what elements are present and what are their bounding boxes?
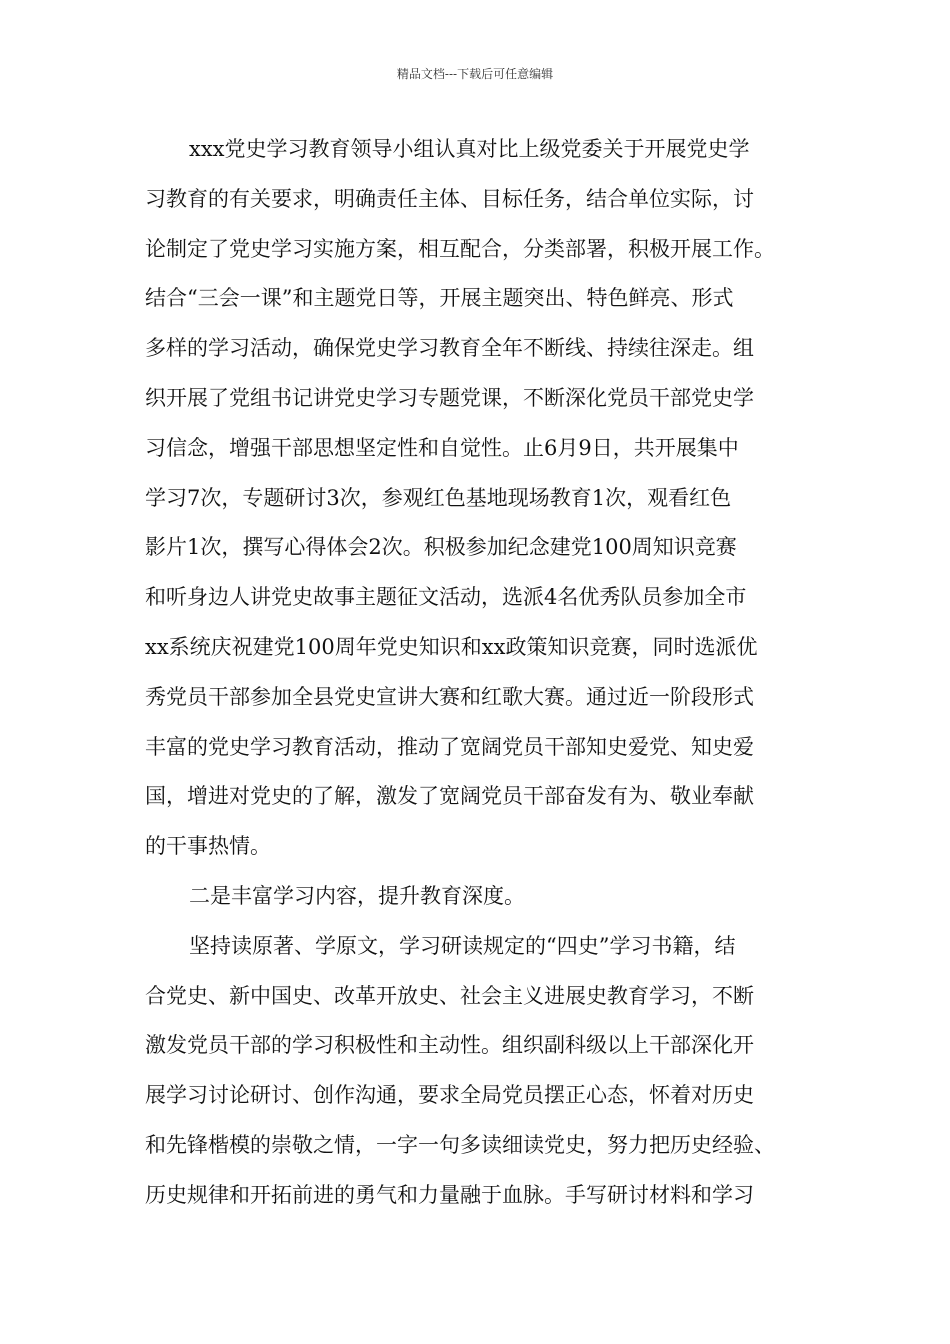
paragraph-line: xx系统庆祝建党100周年党史知识和xx政策知识竞赛，同时选派优 [145,634,758,659]
paragraph-line: 展学习讨论研讨、创作沟通，要求全局党员摆正心态，怀着对历史 [145,1083,754,1108]
paragraph-line: xxx党史学习教育领导小组认真对比上级党委关于开展党史学 [189,137,750,161]
paragraph-line: 和先锋楷模的崇敬之情，一字一句多读细读党史，努力把历史经验、 [145,1132,775,1157]
paragraph-line: 织开展了党组书记讲党史学习专题党课，不断深化党员干部党史学 [145,385,754,410]
section-heading: 二是丰富学习内容，提升教育深度。 [189,883,525,908]
paragraph-line: 影片1次，撰写心得体会2次。积极参加纪念建党100周知识竞赛 [145,535,737,560]
paragraph-line: 习教育的有关要求，明确责任主体、目标任务，结合单位实际，讨 [145,186,754,211]
paragraph-line: 的干事热情。 [145,834,271,859]
document-body [145,125,825,1221]
paragraph-line: 学习7次，专题研讨3次，参观红色基地现场教育1次，观看红色 [145,485,732,510]
paragraph-line: 和听身边人讲党史故事主题征文活动，选派4名优秀队员参加全市 [145,585,747,610]
paragraph-line: 论制定了党史学习实施方案，相互配合，分类部署，积极开展工作。 [145,236,775,261]
paragraph-line: 秀党员干部参加全县党史宣讲大赛和红歌大赛。通过近一阶段形式 [145,684,754,709]
paragraph-line: 多样的学习活动，确保党史学习教育全年不断线、持续往深走。组 [145,336,754,361]
paragraph-line: 丰富的党史学习教育活动，推动了宽阔党员干部知史爱党、知史爱 [145,734,754,759]
paragraph-line: 结合“三会一课”和主题党日等，开展主题突出、特色鲜亮、形式 [145,286,734,311]
paragraph-line: 坚持读原著、学原文，学习研读规定的“四史”学习书籍，结 [189,933,736,958]
paragraph-line: 历史规律和开拓前进的勇气和力量融于血脉。手写研讨材料和学习 [145,1182,754,1207]
page-header: 精品文档---下载后可任意编辑 [396,67,554,81]
paragraph-line: 国，增进对党史的了解，激发了宽阔党员干部奋发有为、敬业奉献 [145,784,754,809]
paragraph-line: 合党史、新中国史、改革开放史、社会主义进展史教育学习，不断 [145,983,754,1008]
paragraph-line: 习信念，增强干部思想坚定性和自觉性。止6月9日，共开展集中 [145,435,739,460]
paragraph-line: 激发党员干部的学习积极性和主动性。组织副科级以上干部深化开 [145,1033,754,1058]
